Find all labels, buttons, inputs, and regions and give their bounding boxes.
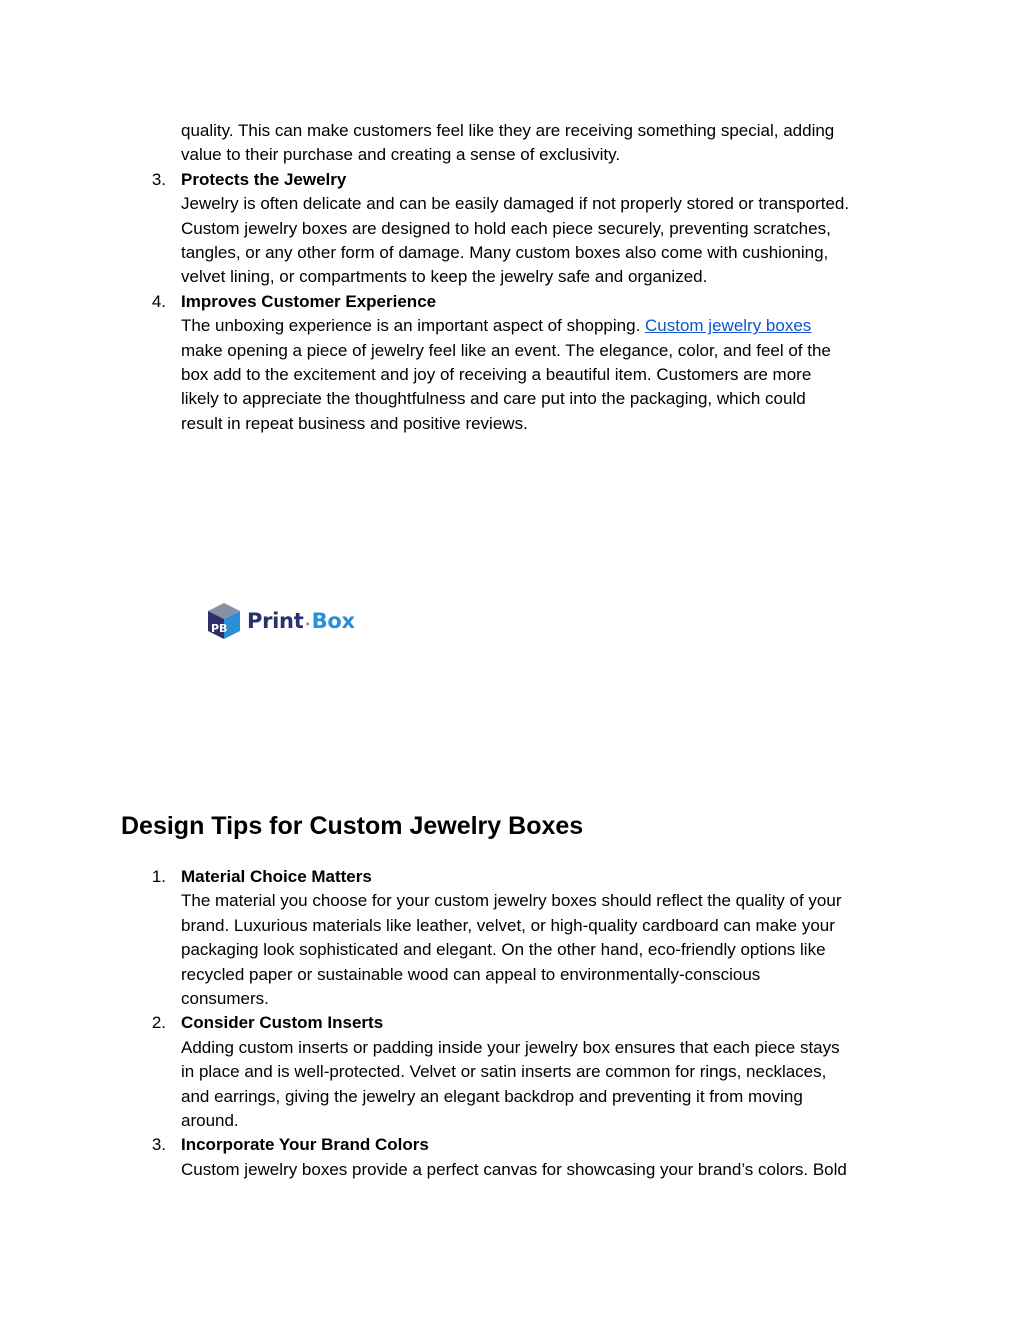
intro-line-2: value to their purchase and creating a sense of exclusivity. — [181, 145, 621, 165]
list-item-line: brand. Luxurious materials like leather, velvet, or high-quality cardboard can make your — [181, 915, 835, 935]
list-number: 3. — [151, 1135, 166, 1155]
list-item-line: box add to the excitement and joy of receiving a beautiful item. Customers are more — [181, 365, 812, 384]
list-item-line: Adding custom inserts or padding inside your jewelry box ensures that each piece stays — [181, 1037, 840, 1057]
list-item-line: Jewelry is often delicate and can be easily damaged if not properly stored or transported. — [181, 194, 850, 214]
list-number: 1. — [151, 867, 166, 886]
printbox-logo — [207, 601, 355, 641]
list-item-line: recycled paper or sustainable wood can appeal to environmentally-conscious — [181, 964, 761, 984]
list-item-line — [181, 314, 811, 338]
list-item-text: The unboxing experience is an important aspect of shopping. — [181, 316, 646, 336]
list-item-title: Incorporate Your Brand Colors — [181, 1135, 429, 1155]
list-item-line: and earrings, giving the jewelry an elegant backdrop and preventing it from moving — [181, 1086, 803, 1106]
printbox-cube-icon — [207, 602, 241, 640]
list-number: 3. — [151, 169, 166, 189]
list-item-line: tangles, or any other form of damage. Many custom boxes also come with cushioning, — [181, 243, 829, 262]
printbox-wordmark: Print•Box — [247, 609, 355, 633]
list-item-line: make opening a piece of jewelry feel like an event. The elegance, color, and feel of the — [181, 340, 831, 360]
list-item-line: likely to appreciate the thoughtfulness and care put into the packaging, which could — [181, 389, 806, 409]
list-item-line: result in repeat business and positive reviews. — [181, 413, 528, 433]
svg-text:PB: PB — [211, 622, 228, 635]
list-item-line: packaging look sophisticated and elegant. On the other hand, eco-friendly options like — [181, 940, 826, 960]
list-item-line: The material you choose for your custom jewelry boxes should reflect the quality of your — [181, 891, 842, 911]
list-item-title: Protects the Jewelry — [181, 169, 347, 189]
list-item-line: Custom jewelry boxes provide a perfect canvas for showcasing your brand’s colors. Bold — [181, 1159, 847, 1179]
list-item-line: around. — [181, 1111, 239, 1130]
list-item-title: Consider Custom Inserts — [181, 1013, 384, 1033]
list-number: 4. — [151, 291, 166, 311]
intro-line-1: quality. This can make customers feel like they are receiving something special, adding — [181, 121, 835, 140]
custom-jewelry-boxes-link[interactable]: Custom jewelry boxes — [645, 316, 812, 336]
list-item-line: consumers. — [181, 989, 269, 1008]
list-item-line: in place and is well-protected. Velvet or satin inserts are common for rings, necklaces, — [181, 1062, 827, 1082]
section-heading: Design Tips for Custom Jewelry Boxes — [121, 812, 584, 840]
list-item-line: velvet lining, or compartments to keep the jewelry safe and organized. — [181, 267, 708, 287]
list-item-line: Custom jewelry boxes are designed to hold each piece securely, preventing scratches, — [181, 218, 831, 238]
list-number: 2. — [151, 1013, 166, 1033]
list-item-title: Improves Customer Experience — [181, 291, 437, 311]
list-item-title: Material Choice Matters — [181, 867, 372, 886]
